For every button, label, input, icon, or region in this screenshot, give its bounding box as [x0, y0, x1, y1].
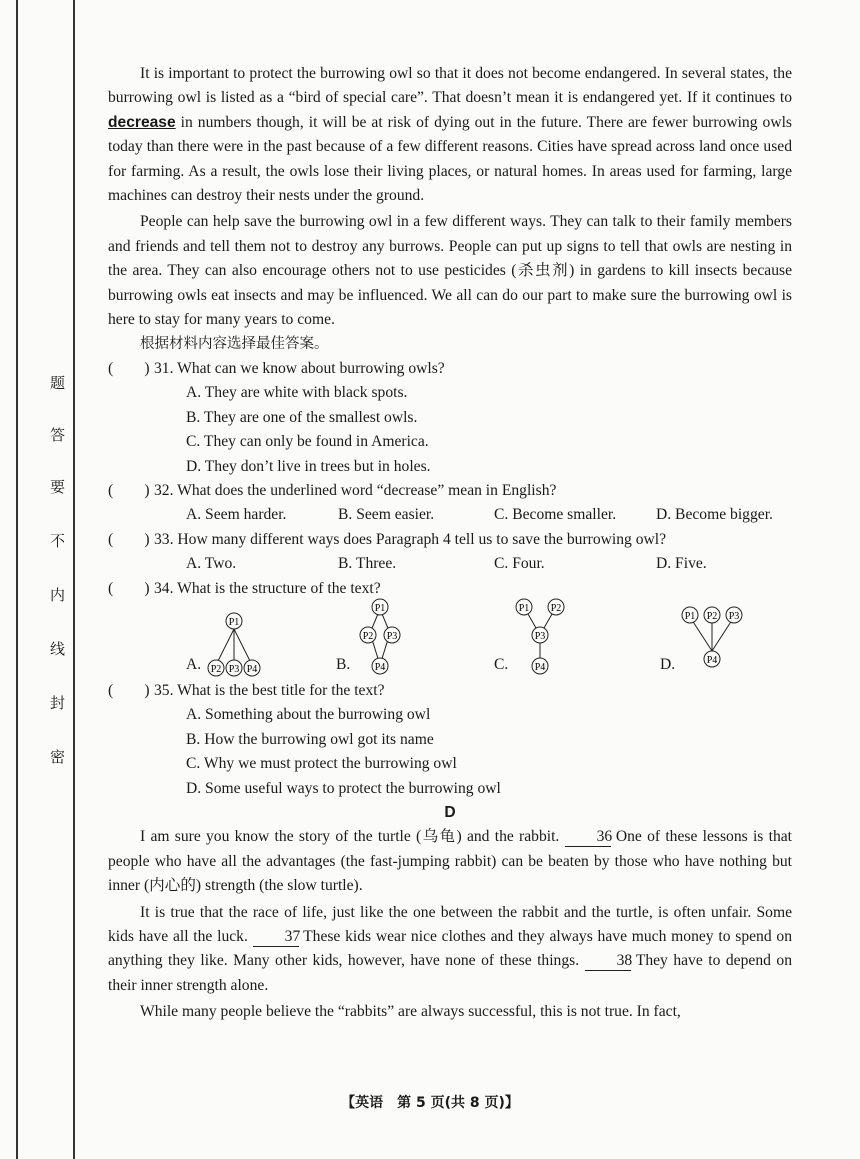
svg-text:P1: P1 — [374, 602, 386, 614]
option-a: A. They are white with black spots. — [186, 384, 408, 402]
svg-text:P2: P2 — [550, 602, 562, 614]
question-stem: 35. What is the best title for the text? — [154, 681, 385, 699]
option-c: C. They can only be found in America. — [186, 433, 429, 451]
option-a: A. Two. — [186, 555, 237, 573]
question-35 — [108, 679, 792, 801]
tree-diagram-c — [494, 595, 594, 675]
svg-text:P2: P2 — [362, 630, 374, 642]
node-p3 — [226, 660, 242, 676]
seal-char: 封 — [50, 694, 66, 712]
passage-d-paragraph-2: It is true that the race of life, just like the one between the rabbit and the turtle, is often unfair. Some kids have all the luck. 37 These kids wear nice clothes and they always have much money to spend on anything they like. Many other kids, however, have none of these things. 38 They have to depend on their inner strength alone. — [108, 903, 792, 994]
question-32 — [108, 479, 792, 528]
tree-diagram-d — [660, 605, 770, 677]
tree-diagram-a — [186, 605, 276, 677]
node-p2 — [548, 599, 564, 615]
option-b: B. How the burrowing owl got its name — [186, 730, 434, 748]
option-d: D. Some useful ways to protect the burrowing owl — [186, 779, 501, 797]
option-c: C. Four. — [494, 555, 545, 573]
node-p1 — [516, 599, 532, 615]
svg-text:P3: P3 — [534, 630, 546, 642]
svg-text:P1: P1 — [684, 610, 696, 622]
answer-bracket[interactable]: ( ) — [108, 359, 150, 377]
node-p1 — [372, 599, 388, 615]
svg-text:P4: P4 — [246, 663, 258, 675]
svg-text:P2: P2 — [706, 610, 718, 622]
margin-rule-left — [16, 0, 18, 1159]
underlined-word: decrease — [108, 113, 176, 131]
node-p4 — [372, 658, 388, 674]
svg-text:P4: P4 — [706, 654, 718, 666]
instruction: 根据材料内容选择最佳答案。 — [140, 336, 329, 353]
passage-d-paragraph-3: While many people believe the “rabbits” are always successful, this is not true. In fact, — [140, 1003, 681, 1021]
question-stem: 33. How many different ways does Paragraph 4 tell us to save the burrowing owl? — [154, 530, 667, 548]
structure-option-c: C. P1 P2 P3 P4 — [494, 605, 594, 677]
tree-diagram-b — [336, 595, 426, 675]
node-p3 — [384, 627, 400, 643]
blank-37[interactable]: 37 — [253, 928, 299, 947]
section-title: D — [444, 803, 456, 821]
option-c: C. Become smaller. — [494, 506, 617, 524]
option-c: C. Why we must protect the burrowing owl — [186, 755, 457, 773]
page-content — [108, 62, 792, 1025]
option-d: D. Become bigger. — [656, 506, 773, 524]
answer-bracket[interactable]: ( ) — [108, 579, 150, 597]
seal-char: 内 — [50, 586, 66, 604]
binding-margin — [0, 0, 76, 1159]
passage-d-paragraph-1: I am sure you know the story of the turtle (乌龟) and the rabbit. 36 One of these lessons is that people who have all the advantages (the fast-jumping rabbit) can be beaten by those who have nothing but inner (内心的) strength (the slow turtle). — [108, 828, 792, 895]
question-31 — [108, 357, 792, 479]
node-p3 — [532, 627, 548, 643]
seal-char: 不 — [50, 532, 66, 550]
svg-text:P3: P3 — [228, 663, 240, 675]
answer-bracket[interactable]: ( ) — [108, 481, 150, 499]
node-p1 — [226, 613, 242, 629]
svg-text:P4: P4 — [374, 661, 386, 673]
seal-char: 题 — [50, 374, 66, 392]
structure-option-d: D. P1 P2 P3 P4 — [660, 605, 770, 677]
node-p4 — [704, 651, 720, 667]
seal-char: 密 — [50, 748, 66, 766]
node-p1 — [682, 607, 698, 623]
node-p3 — [726, 607, 742, 623]
question-stem: 32. What does the underlined word “decrease” mean in English? — [154, 481, 557, 499]
option-b: B. Three. — [338, 555, 397, 573]
margin-rule-right — [73, 0, 75, 1159]
option-d: D. They don’t live in trees but in holes. — [186, 457, 431, 475]
seal-char: 线 — [50, 640, 66, 658]
question-stem: 34. What is the structure of the text? — [154, 579, 381, 597]
structure-option-b: B. P1 P2 P3 P4 — [336, 605, 426, 677]
svg-text:P3: P3 — [728, 610, 740, 622]
node-p4 — [244, 660, 260, 676]
svg-text:P3: P3 — [386, 630, 398, 642]
node-p4 — [532, 658, 548, 674]
page-footer: 【英语 第 5 页(共 8 页)】 — [341, 1095, 519, 1111]
option-b: B. Seem easier. — [338, 506, 435, 524]
answer-bracket[interactable]: ( ) — [108, 530, 150, 548]
answer-bracket[interactable]: ( ) — [108, 681, 150, 699]
passage-c-paragraph-3: It is important to protect the burrowing owl so that it does not become endangered. In several states, the burrowing owl is listed as a “bird of special care”. That doesn’t mean it is endangered yet. If it continues to decrease in numbers though, it will be at risk of dying out in the future. There are fewer burrowing owls today than there were in the past because of a few different reasons. Cities have spread across land once used for farming. As a result, the owls lose their living places, or natural homes. In areas used for farming, large machines can destroy their nests under the ground. — [108, 65, 792, 205]
question-33 — [108, 528, 792, 577]
structure-diagrams — [108, 602, 792, 677]
svg-text:P1: P1 — [228, 616, 240, 628]
passage-c-paragraph-4: People can help save the burrowing owl in a few different ways. They can talk to their family members and friends and tell them not to destroy any burrows. People can put up signs to tell that owls are nesting in the area. They can also encourage others not to use pesticides (杀虫剂) in gardens to kill insects because burrowing owls eat insects and may be influenced. We all can do our part to make sure the burrowing owl is here to stay for many years to come. — [108, 213, 792, 329]
svg-text:P4: P4 — [534, 661, 546, 673]
option-d: D. Five. — [656, 555, 707, 573]
option-a: A. Something about the burrowing owl — [186, 706, 431, 724]
blank-36[interactable]: 36 — [565, 828, 611, 847]
blank-38[interactable]: 38 — [585, 952, 631, 971]
question-34 — [108, 577, 792, 677]
structure-option-a: A. P1 P2 P3 P4 — [186, 605, 276, 677]
option-a: A. Seem harder. — [186, 506, 287, 524]
node-p2 — [208, 660, 224, 676]
svg-text:P2: P2 — [210, 663, 222, 675]
option-b: B. They are one of the smallest owls. — [186, 408, 418, 426]
svg-text:P1: P1 — [518, 602, 530, 614]
seal-char: 答 — [50, 426, 66, 444]
question-stem: 31. What can we know about burrowing owls? — [154, 359, 445, 377]
node-p2 — [704, 607, 720, 623]
seal-char: 要 — [50, 478, 66, 496]
node-p2 — [360, 627, 376, 643]
